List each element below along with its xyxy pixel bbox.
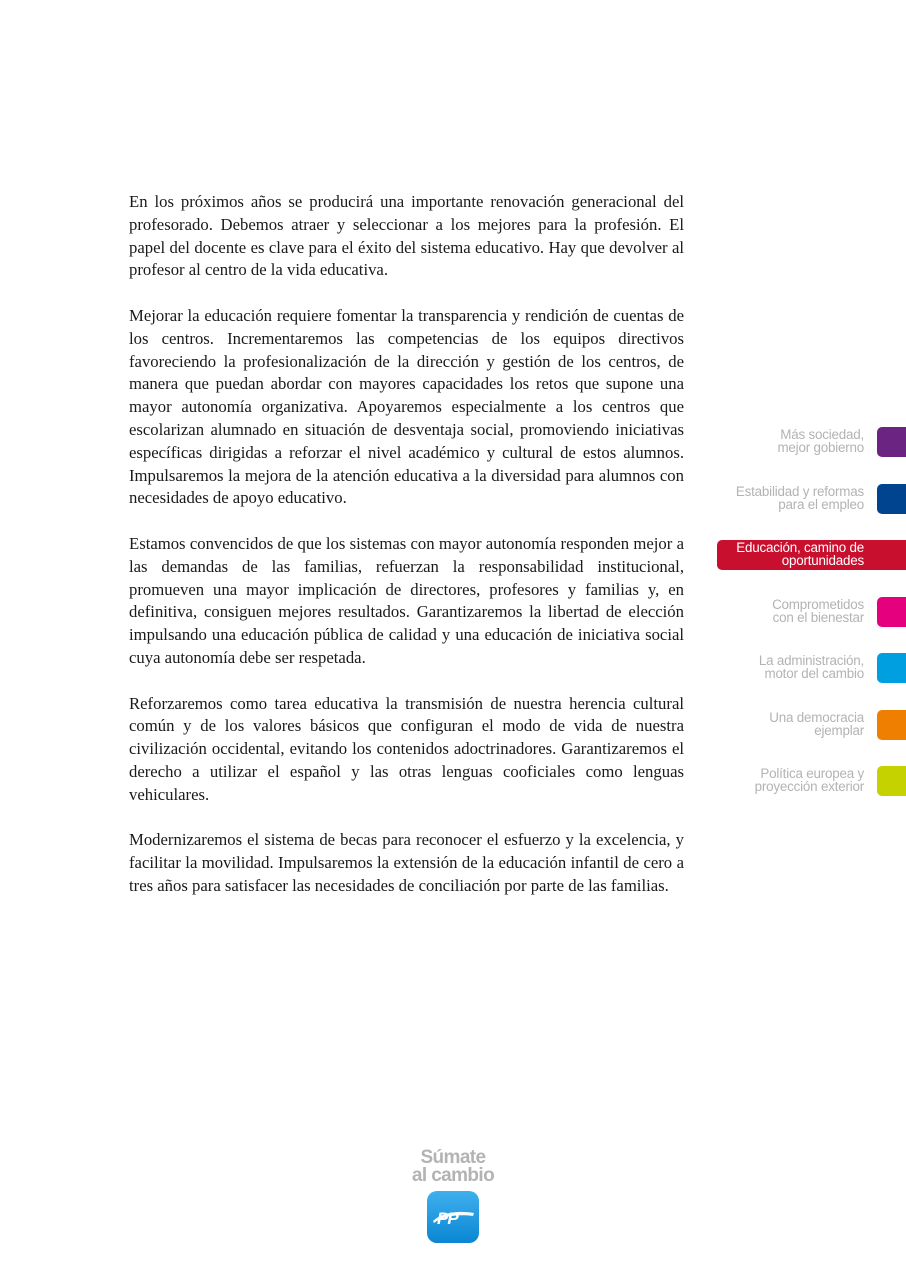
nav-item-democracia[interactable] bbox=[706, 710, 906, 740]
nav-item-politica-europea[interactable] bbox=[706, 766, 906, 796]
paragraph-2: Mejorar la educación requiere fomentar la transparencia y rendición de cuentas de los centros. Incrementaremos las competencias de los equipos directivos favoreciendo la profesionalización de la dirección y gestión de los centros, de manera que puedan abordar con mayores capacidades los retos que supone una mayor autonomía organizativa. Apoyaremos especialmente a los centros que escolarizan alumnado en situación de desventaja social, promoviendo iniciativas específicas dirigidas a reforzar el nivel académico y cultural de estos alumnos. Impulsaremos la mejora de la atención educativa a la diversidad para alumnos con necesidades de apoyo educativo. bbox=[129, 305, 684, 508]
nav-color-tab bbox=[877, 766, 906, 796]
nav-item-comprometidos[interactable] bbox=[706, 597, 906, 627]
nav-item-estabilidad[interactable] bbox=[706, 484, 906, 514]
nav-item-label: Estabilidad y reformas para el empleo bbox=[735, 484, 864, 513]
nav-item-label: Más sociedad, mejor gobierno bbox=[777, 427, 864, 456]
nav-item-label: Educación, camino de oportunidades bbox=[736, 540, 864, 569]
paragraph-1: En los próximos años se producirá una importante renovación generacional del profesorado. Debemos atraer y seleccionar a los mejores para la profesión. El papel del docente es clave para el éxito del sistema educativo. Hay que devolver al profesor al centro de la vida educativa. bbox=[129, 192, 684, 280]
nav-color-tab bbox=[877, 710, 906, 740]
nav-color-tab bbox=[877, 427, 906, 457]
nav-color-tab bbox=[877, 484, 906, 514]
paragraph-4: Reforzaremos como tarea educativa la transmisión de nuestra herencia cultural común y de los valores básicos que configuran el modo de vida de nuestra civilización occidental, evitando los contenidos adoctrinadores. Garantizaremos el derecho a utilizar el español y las otras lenguas cooficiales como lenguas vehiculares. bbox=[129, 693, 684, 804]
nav-item-label: Política europea y proyección exterior bbox=[754, 766, 864, 795]
footer-logo bbox=[396, 1149, 510, 1243]
nav-item-label: Comprometidos con el bienestar bbox=[772, 597, 864, 626]
nav-color-tab bbox=[877, 597, 906, 627]
paragraph-3: Estamos convencidos de que los sistemas con mayor autonomía responden mejor a las demandas de las familias, refuerzan la responsabilidad institucional, promueven una mayor implicación de directores, profesores y familias y, en definitiva, consiguen mejores resultados. Garantizaremos la libertad de elección impulsando una educación pública de calidad y una educación de iniciativa social cuya autonomía debe ser respetada. bbox=[129, 533, 684, 667]
nav-item-label: Una democracia ejemplar bbox=[769, 710, 864, 739]
body-text bbox=[129, 191, 684, 921]
paragraph-5: Modernizaremos el sistema de becas para reconocer el esfuerzo y la excelencia, y facilitar la movilidad. Impulsaremos la extensión de la educación infantil de cero a tres años para satisfacer las necesidades de conciliación por parte de las familias. bbox=[129, 830, 684, 895]
slogan: Súmate al cambio bbox=[411, 1147, 495, 1186]
nav-item-educacion[interactable] bbox=[717, 540, 906, 570]
nav-item-mas-sociedad[interactable] bbox=[706, 427, 906, 457]
nav-item-label: La administración, motor del cambio bbox=[758, 653, 864, 682]
svg-text:PP: PP bbox=[437, 1209, 458, 1228]
pp-logo-icon bbox=[427, 1191, 479, 1243]
nav-color-tab bbox=[877, 653, 906, 683]
nav-item-administracion[interactable] bbox=[706, 653, 906, 683]
